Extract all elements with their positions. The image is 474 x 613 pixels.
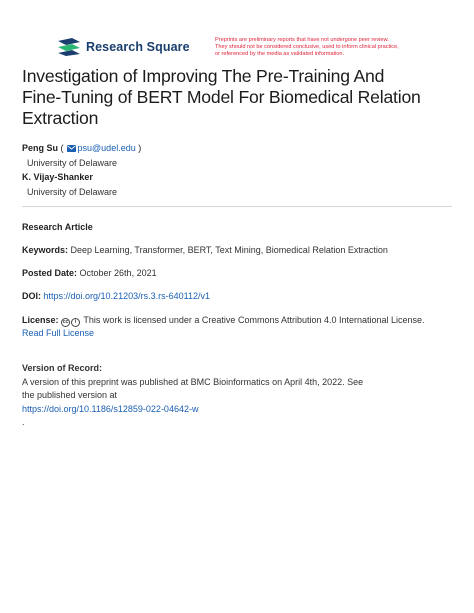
posted-date-row	[22, 267, 157, 280]
doi-label: DOI:	[22, 291, 41, 301]
logo-text: Research Square	[86, 40, 190, 54]
doi-row	[22, 290, 210, 303]
author-name: Peng Su	[22, 143, 59, 153]
article-type	[22, 221, 93, 234]
vor-prefix: the published version at	[22, 390, 118, 400]
author-email-link[interactable]: psu@udel.edu	[77, 143, 136, 153]
license-label: License:	[22, 315, 59, 325]
research-square-logo-icon	[58, 38, 80, 56]
article-type-label: Research Article	[22, 222, 93, 232]
title-line: Investigation of Improving The Pre-Training And	[22, 66, 385, 86]
title-line: Fine-Tuning of BERT Model For Biomedical Relation	[22, 87, 421, 107]
mail-icon	[67, 145, 76, 152]
vor-label: Version of Record:	[22, 363, 103, 373]
version-of-record	[22, 362, 462, 430]
keywords-row	[22, 244, 388, 257]
license-row	[22, 314, 425, 327]
research-square-logo[interactable]	[58, 38, 190, 56]
keywords-value: Deep Learning, Transformer, BERT, Text Mining, Biomedical Relation Extraction	[70, 245, 388, 255]
author-entry	[22, 141, 141, 170]
preprint-disclaimer	[215, 37, 440, 59]
section-divider	[22, 206, 452, 207]
read-full-license-link[interactable]: Read Full License	[22, 328, 95, 338]
author-affiliation: University of Delaware	[27, 157, 118, 168]
title-line: Extraction	[22, 108, 99, 128]
author-entry	[22, 170, 141, 199]
published-version-link[interactable]: https://doi.org/10.1186/s12859-022-04642-w	[22, 403, 199, 414]
paper-title	[22, 66, 462, 129]
disclaimer-line: Preprints are preliminary reports that have not undergone peer review.	[215, 37, 389, 43]
email-open-paren: (	[60, 143, 64, 153]
disclaimer-line: or referenced by the media as validated information.	[215, 51, 345, 58]
author-name: K. Vijay-Shanker	[22, 172, 93, 182]
keywords-label: Keywords:	[22, 245, 69, 255]
vor-suffix: .	[22, 417, 25, 427]
vor-line-2	[22, 389, 462, 430]
disclaimer-line: They should not be considered conclusive, used to inform clinical practice,	[215, 44, 399, 51]
author-list	[22, 141, 141, 199]
vor-text: A version of this preprint was published at BMC Bioinformatics on April 4th, 2022. See	[22, 376, 364, 387]
cc-icon: cc	[62, 319, 69, 325]
license-text: This work is licensed under a Creative Commons Attribution 4.0 International License.	[83, 315, 425, 325]
by-icon: i	[71, 318, 80, 327]
read-license-row	[22, 327, 94, 340]
email-close-paren: )	[135, 143, 142, 153]
vor-line-1	[22, 362, 462, 389]
author-affiliation: University of Delaware	[27, 186, 118, 197]
posted-date-label: Posted Date:	[22, 268, 78, 278]
posted-date-value: October 26th, 2021	[79, 268, 157, 278]
doi-link[interactable]: https://doi.org/10.21203/rs.3.rs-640112/v1	[43, 291, 210, 301]
